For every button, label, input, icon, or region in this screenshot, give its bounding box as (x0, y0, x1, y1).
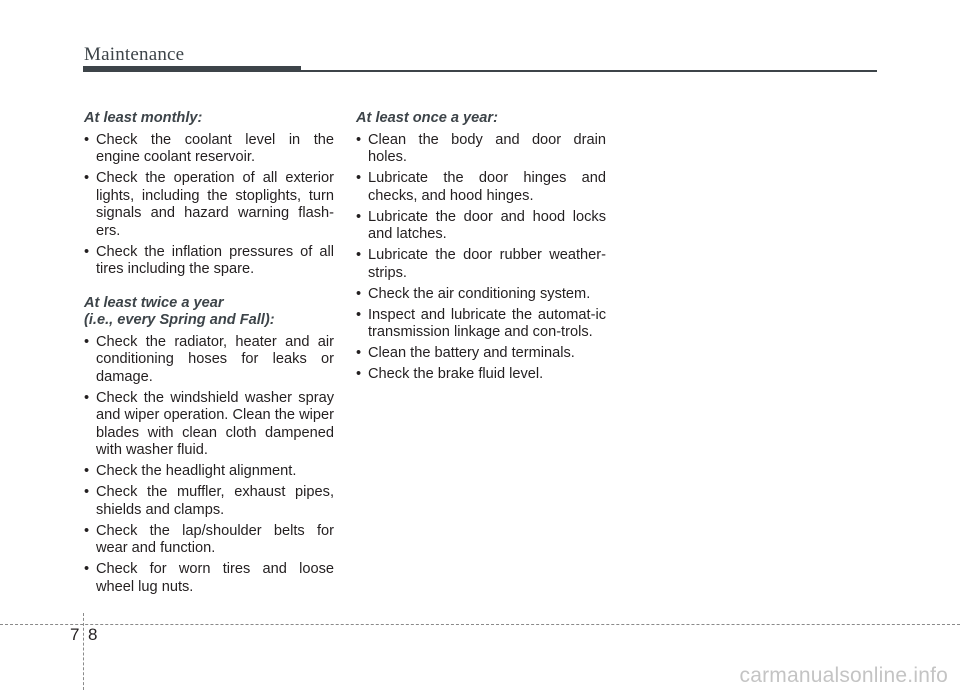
heading-line: At least once a year: (356, 110, 498, 126)
list-item: • Clean the body and door drain holes. (356, 132, 606, 167)
list-item: • Check the brake fluid level. (356, 366, 606, 384)
list-item: • Check the radiator, heater and air conditioning hoses for leaks or damage. (84, 334, 334, 387)
list-item: • Check the coolant level in the engine coolant reservoir. (84, 132, 334, 167)
list-item: • Lubricate the door rubber weather-strips. (356, 247, 606, 282)
page-title: Maintenance (84, 44, 185, 65)
twice-yearly-list (84, 334, 334, 597)
chapter-number: 7 (70, 625, 80, 644)
section-heading-monthly (84, 110, 334, 128)
page-number: 8 (88, 625, 98, 644)
list-item: • Lubricate the door and hood locks and latches. (356, 209, 606, 244)
list-item: • Check the lap/shoulder belts for wear and function. (84, 523, 334, 558)
heading-line: At least twice a year (84, 294, 224, 311)
left-column (84, 110, 334, 612)
header-rule-thick (83, 66, 301, 72)
yearly-list (356, 132, 606, 384)
list-item: • Check the air conditioning system. (356, 286, 606, 304)
list-item: • Check for worn tires and loose wheel lug nuts. (84, 561, 334, 596)
list-item: • Clean the battery and terminals. (356, 345, 606, 363)
list-item: • Inspect and lubricate the automat-ic transmission linkage and con-trols. (356, 307, 606, 342)
heading-line: At least monthly: (84, 110, 203, 126)
list-item: • Check the headlight alignment. (84, 463, 334, 481)
monthly-list (84, 132, 334, 279)
list-item: • Check the inflation pressures of all tires including the spare. (84, 244, 334, 279)
heading-line: (i.e., every Spring and Fall): (84, 312, 275, 328)
section-heading-yearly (356, 110, 606, 128)
list-item: • Check the muffler, exhaust pipes, shields and clamps. (84, 484, 334, 519)
footer-vertical-divider (83, 613, 84, 690)
watermark-text: carmanualsonline.info (739, 664, 948, 687)
list-item: • Check the windshield washer spray and wiper operation. Clean the wiper blades with clean cloth dampened with washer fluid. (84, 390, 334, 460)
list-item: • Lubricate the door hinges and checks, and hood hinges. (356, 170, 606, 205)
list-item: • Check the operation of all exterior lights, including the stoplights, turn signals and hazard warning flash-ers. (84, 170, 334, 240)
footer-divider (0, 624, 960, 625)
section-heading-twice-yearly (84, 295, 334, 330)
header-rule-thin (301, 70, 877, 72)
right-column (356, 110, 606, 400)
